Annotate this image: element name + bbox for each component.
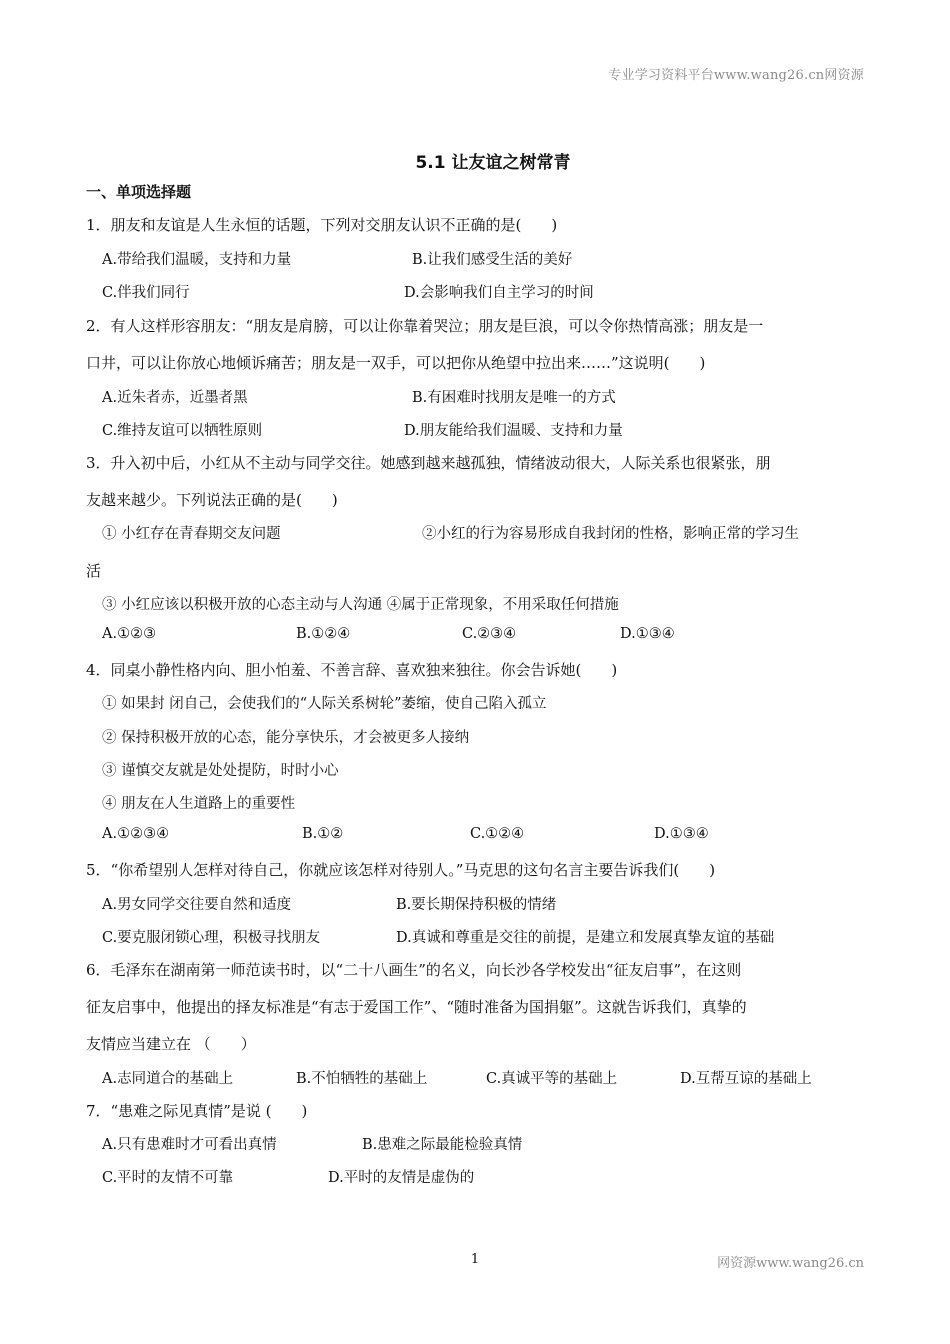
question-2-option-c: C.维持友谊可以牺牲原则	[102, 423, 263, 439]
question-7-option-b: B.患难之际最能检验真情	[362, 1137, 523, 1153]
question-4-option-b: B.①②	[302, 826, 344, 842]
question-6-option-a: A.志同道合的基础上	[102, 1071, 234, 1087]
footer-source: 网资源www.wang26.cn	[717, 1256, 864, 1271]
question-6-stem-line-3: 友情应当建立在 （ ）	[86, 1035, 256, 1053]
question-1-stem: 1．朋友和友谊是人生永恒的话题，下列对交朋友认识不正确的是( )	[86, 216, 558, 234]
question-3-statement-2: ②小红的行为容易形成自我封闭的性格，影响正常的学习生	[422, 526, 799, 542]
question-2-option-d: D.朋友能给我们温暖、支持和力量	[404, 423, 623, 439]
question-7-option-d: D.平时的友情是虚伪的	[328, 1170, 475, 1186]
question-3-stem-line-1: 3．升入初中后，小红从不主动与同学交往。她感到越来越孤独，情绪波动很大，人际关系也很紧张，朋	[86, 454, 771, 472]
question-7-stem: 7．“患难之际见真情”是说 ( )	[86, 1102, 308, 1120]
question-6-option-d: D.互帮互谅的基础上	[680, 1071, 812, 1087]
question-3-statement-1: ① 小红存在青春期交友问题	[102, 526, 281, 542]
question-6-option-c: C.真诚平等的基础上	[486, 1071, 618, 1087]
question-4-statement-2: ② 保持积极开放的心态，能分享快乐，才会被更多人接纳	[102, 730, 470, 746]
question-4-statement-3: ③ 谨慎交友就是处处提防，时时小心	[102, 763, 339, 779]
page-number: 1	[470, 1252, 480, 1267]
question-2-option-b: B.有困难时找朋友是唯一的方式	[412, 390, 616, 406]
question-4-statement-1: ① 如果封 闭自己，会使我们的“人际关系树轮”萎缩，使自己陷入孤立	[102, 696, 547, 712]
question-4-option-c: C.①②④	[470, 826, 525, 842]
question-4-option-a: A.①②③④	[102, 826, 170, 842]
question-4-statement-4: ④ 朋友在人生道路上的重要性	[102, 796, 296, 812]
question-7-option-a: A.只有患难时才可看出真情	[102, 1137, 277, 1153]
question-6-stem-line-2: 征友启事中，他提出的择友标准是“有志于爱国工作”、“随时准备为国捐躯”。这就告诉我们，真挚的	[86, 998, 747, 1016]
page-title: 5.1 让友谊之树常青	[415, 153, 571, 173]
question-3-statement-3-4: ③ 小红应该以积极开放的心态主动与人沟通 ④属于正常现象，不用采取任何措施	[102, 597, 619, 613]
question-1-option-a: A.带给我们温暖，支持和力量	[102, 252, 292, 268]
question-1-option-b: B.让我们感受生活的美好	[412, 252, 573, 268]
question-5-option-d: D.真诚和尊重是交往的前提，是建立和发展真挚友谊的基础	[396, 930, 775, 946]
section-heading: 一、单项选择题	[86, 183, 192, 201]
question-5-option-a: A.男女同学交往要自然和适度	[102, 897, 292, 913]
question-3-option-a: A.①②③	[102, 626, 157, 642]
question-2-option-a: A.近朱者赤，近墨者黑	[102, 390, 248, 406]
question-2-stem-line-1: 2．有人这样形容朋友：“朋友是肩膀，可以让你靠着哭泣；朋友是巨浪，可以令你热情高涨；朋友是一	[86, 317, 764, 335]
question-3-statement-2-cont: 活	[86, 562, 102, 580]
question-4-option-d: D.①③④	[654, 826, 709, 842]
question-3-option-d: D.①③④	[620, 626, 675, 642]
question-1-option-c: C.伴我们同行	[102, 285, 190, 301]
question-5-option-c: C.要克服闭锁心理，积极寻找朋友	[102, 930, 321, 946]
question-5-stem: 5．“你希望别人怎样对待自己，你就应该怎样对待别人。”马克思的这句名言主要告诉我们( )	[86, 861, 716, 879]
question-2-stem-line-2: 口井，可以让你放心地倾诉痛苦；朋友是一双手，可以把你从绝望中拉出来……”这说明( )	[86, 354, 706, 372]
question-7-option-c: C.平时的友情不可靠	[102, 1170, 234, 1186]
question-4-stem: 4．同桌小静性格内向、胆小怕羞、不善言辞、喜欢独来独往。你会告诉她( )	[86, 661, 618, 679]
question-5-option-b: B.要长期保持积极的情绪	[396, 897, 557, 913]
question-3-option-b: B.①②④	[296, 626, 351, 642]
question-3-stem-line-2: 友越来越少。下列说法正确的是( )	[86, 491, 338, 509]
question-3-option-c: C.②③④	[462, 626, 517, 642]
question-6-stem-line-1: 6．毛泽东在湖南第一师范读书时，以“二十八画生”的名义，向长沙各学校发出“征友启事”，在这则	[86, 961, 742, 979]
header-source: 专业学习资料平台www.wang26.cn网资源	[608, 68, 864, 83]
question-6-option-b: B.不怕牺牲的基础上	[296, 1071, 428, 1087]
question-1-option-d: D.会影响我们自主学习的时间	[404, 285, 594, 301]
